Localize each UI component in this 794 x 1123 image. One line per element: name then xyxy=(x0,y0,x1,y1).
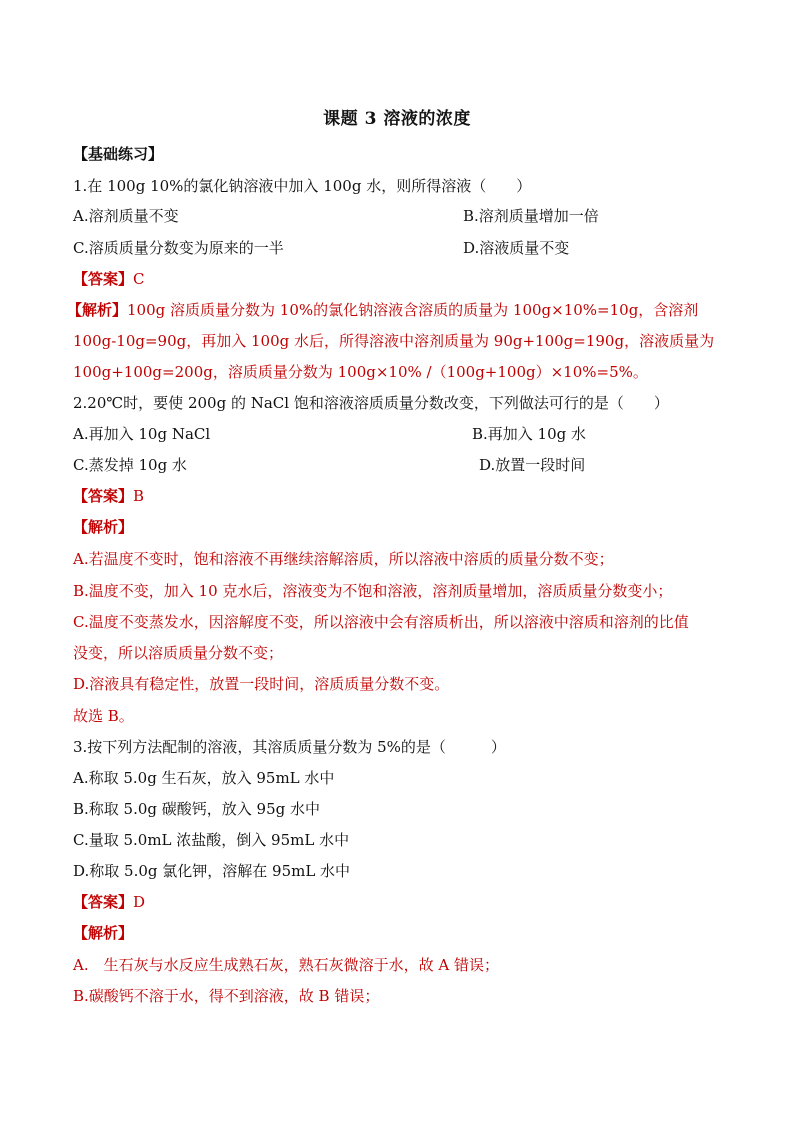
q1-option-b: B.溶剂质量增加一倍 xyxy=(463,207,599,225)
q1-stem: 1.在 100g 10%的氯化钠溶液中加入 100g 水，则所得溶液（ ） xyxy=(73,177,532,195)
q1-analysis-label: 【解析】 xyxy=(67,301,128,319)
q3-analysis-b: B.碳酸钙不溶于水，得不到溶液，故 B 错误； xyxy=(73,987,380,1005)
q3-option-c: C.量取 5.0mL 浓盐酸，倒入 95mL 水中 xyxy=(73,831,350,849)
q2-option-a: A.再加入 10g NaCl xyxy=(73,425,211,443)
q2-analysis-label: 【解析】 xyxy=(73,518,134,536)
q2-answer-label: 【答案】 xyxy=(73,487,134,505)
q3-option-d: D.称取 5.0g 氯化钾，溶解在 95mL 水中 xyxy=(73,862,351,880)
q2-analysis-c2: 没变，所以溶质质量分数不变； xyxy=(73,644,284,662)
q3-answer xyxy=(73,892,145,912)
q2-conclusion: 故选 B。 xyxy=(73,707,134,725)
q1-analysis-text-1: 100g 溶质质量分数为 10%的氯化钠溶液含溶质的质量为 100g×10%=10g，含溶剂 xyxy=(127,301,699,319)
q2-analysis-c1: C.温度不变蒸发水，因溶解度不变，所以溶液中会有溶质析出，所以溶液中溶质和溶剂的比值 xyxy=(73,613,689,631)
q2-answer-value: B xyxy=(133,487,145,505)
q3-analysis-label: 【解析】 xyxy=(73,924,134,942)
q2-option-b: B.再加入 10g 水 xyxy=(472,425,587,443)
q3-option-a: A.称取 5.0g 生石灰，放入 95mL 水中 xyxy=(73,769,335,787)
q1-analysis-line-1 xyxy=(67,300,698,320)
q2-stem: 2.20℃时，要使 200g 的 NaCl 饱和溶液溶质质量分数改变，下列做法可行的是（ ） xyxy=(73,394,669,412)
q1-option-d: D.溶液质量不变 xyxy=(463,239,570,257)
q2-analysis-d: D.溶液具有稳定性，放置一段时间，溶质质量分数不变。 xyxy=(73,675,450,693)
q1-option-a: A.溶剂质量不变 xyxy=(73,207,179,225)
q3-option-b: B.称取 5.0g 碳酸钙，放入 95g 水中 xyxy=(73,800,321,818)
q1-option-c: C.溶质质量分数变为原来的一半 xyxy=(73,239,284,257)
q2-option-d: D.放置一段时间 xyxy=(479,456,586,474)
q2-analysis-a: A.若温度不变时，饱和溶液不再继续溶解溶质，所以溶液中溶质的质量分数不变； xyxy=(73,550,614,568)
q1-answer-value: C xyxy=(133,270,145,288)
q1-answer xyxy=(73,269,145,289)
q3-analysis-a: A. 生石灰与水反应生成熟石灰，熟石灰微溶于水，故 A 错误； xyxy=(73,956,499,974)
q1-analysis-line-3: 100g+100g=200g，溶质质量分数为 100g×10% /（100g+100g）×10%=5%。 xyxy=(73,363,648,381)
section-heading: 【基础练习】 xyxy=(73,145,164,163)
q2-answer xyxy=(73,486,144,506)
q2-option-c: C.蒸发掉 10g 水 xyxy=(73,456,187,474)
q3-stem: 3.按下列方法配制的溶液，其溶质质量分数为 5%的是（ ） xyxy=(73,738,506,756)
q1-answer-label: 【答案】 xyxy=(73,270,134,288)
q1-analysis-line-2: 100g-10g=90g，再加入 100g 水后，所得溶液中溶剂质量为 90g+100g=190g，溶液质量为 xyxy=(73,332,715,350)
q3-answer-value: D xyxy=(133,893,146,911)
q2-analysis-b: B.温度不变，加入 10 克水后，溶液变为不饱和溶液，溶剂质量增加，溶质质量分数变小； xyxy=(73,582,673,600)
q3-answer-label: 【答案】 xyxy=(73,893,134,911)
page-title: 课题 3 溶液的浓度 xyxy=(323,109,471,129)
